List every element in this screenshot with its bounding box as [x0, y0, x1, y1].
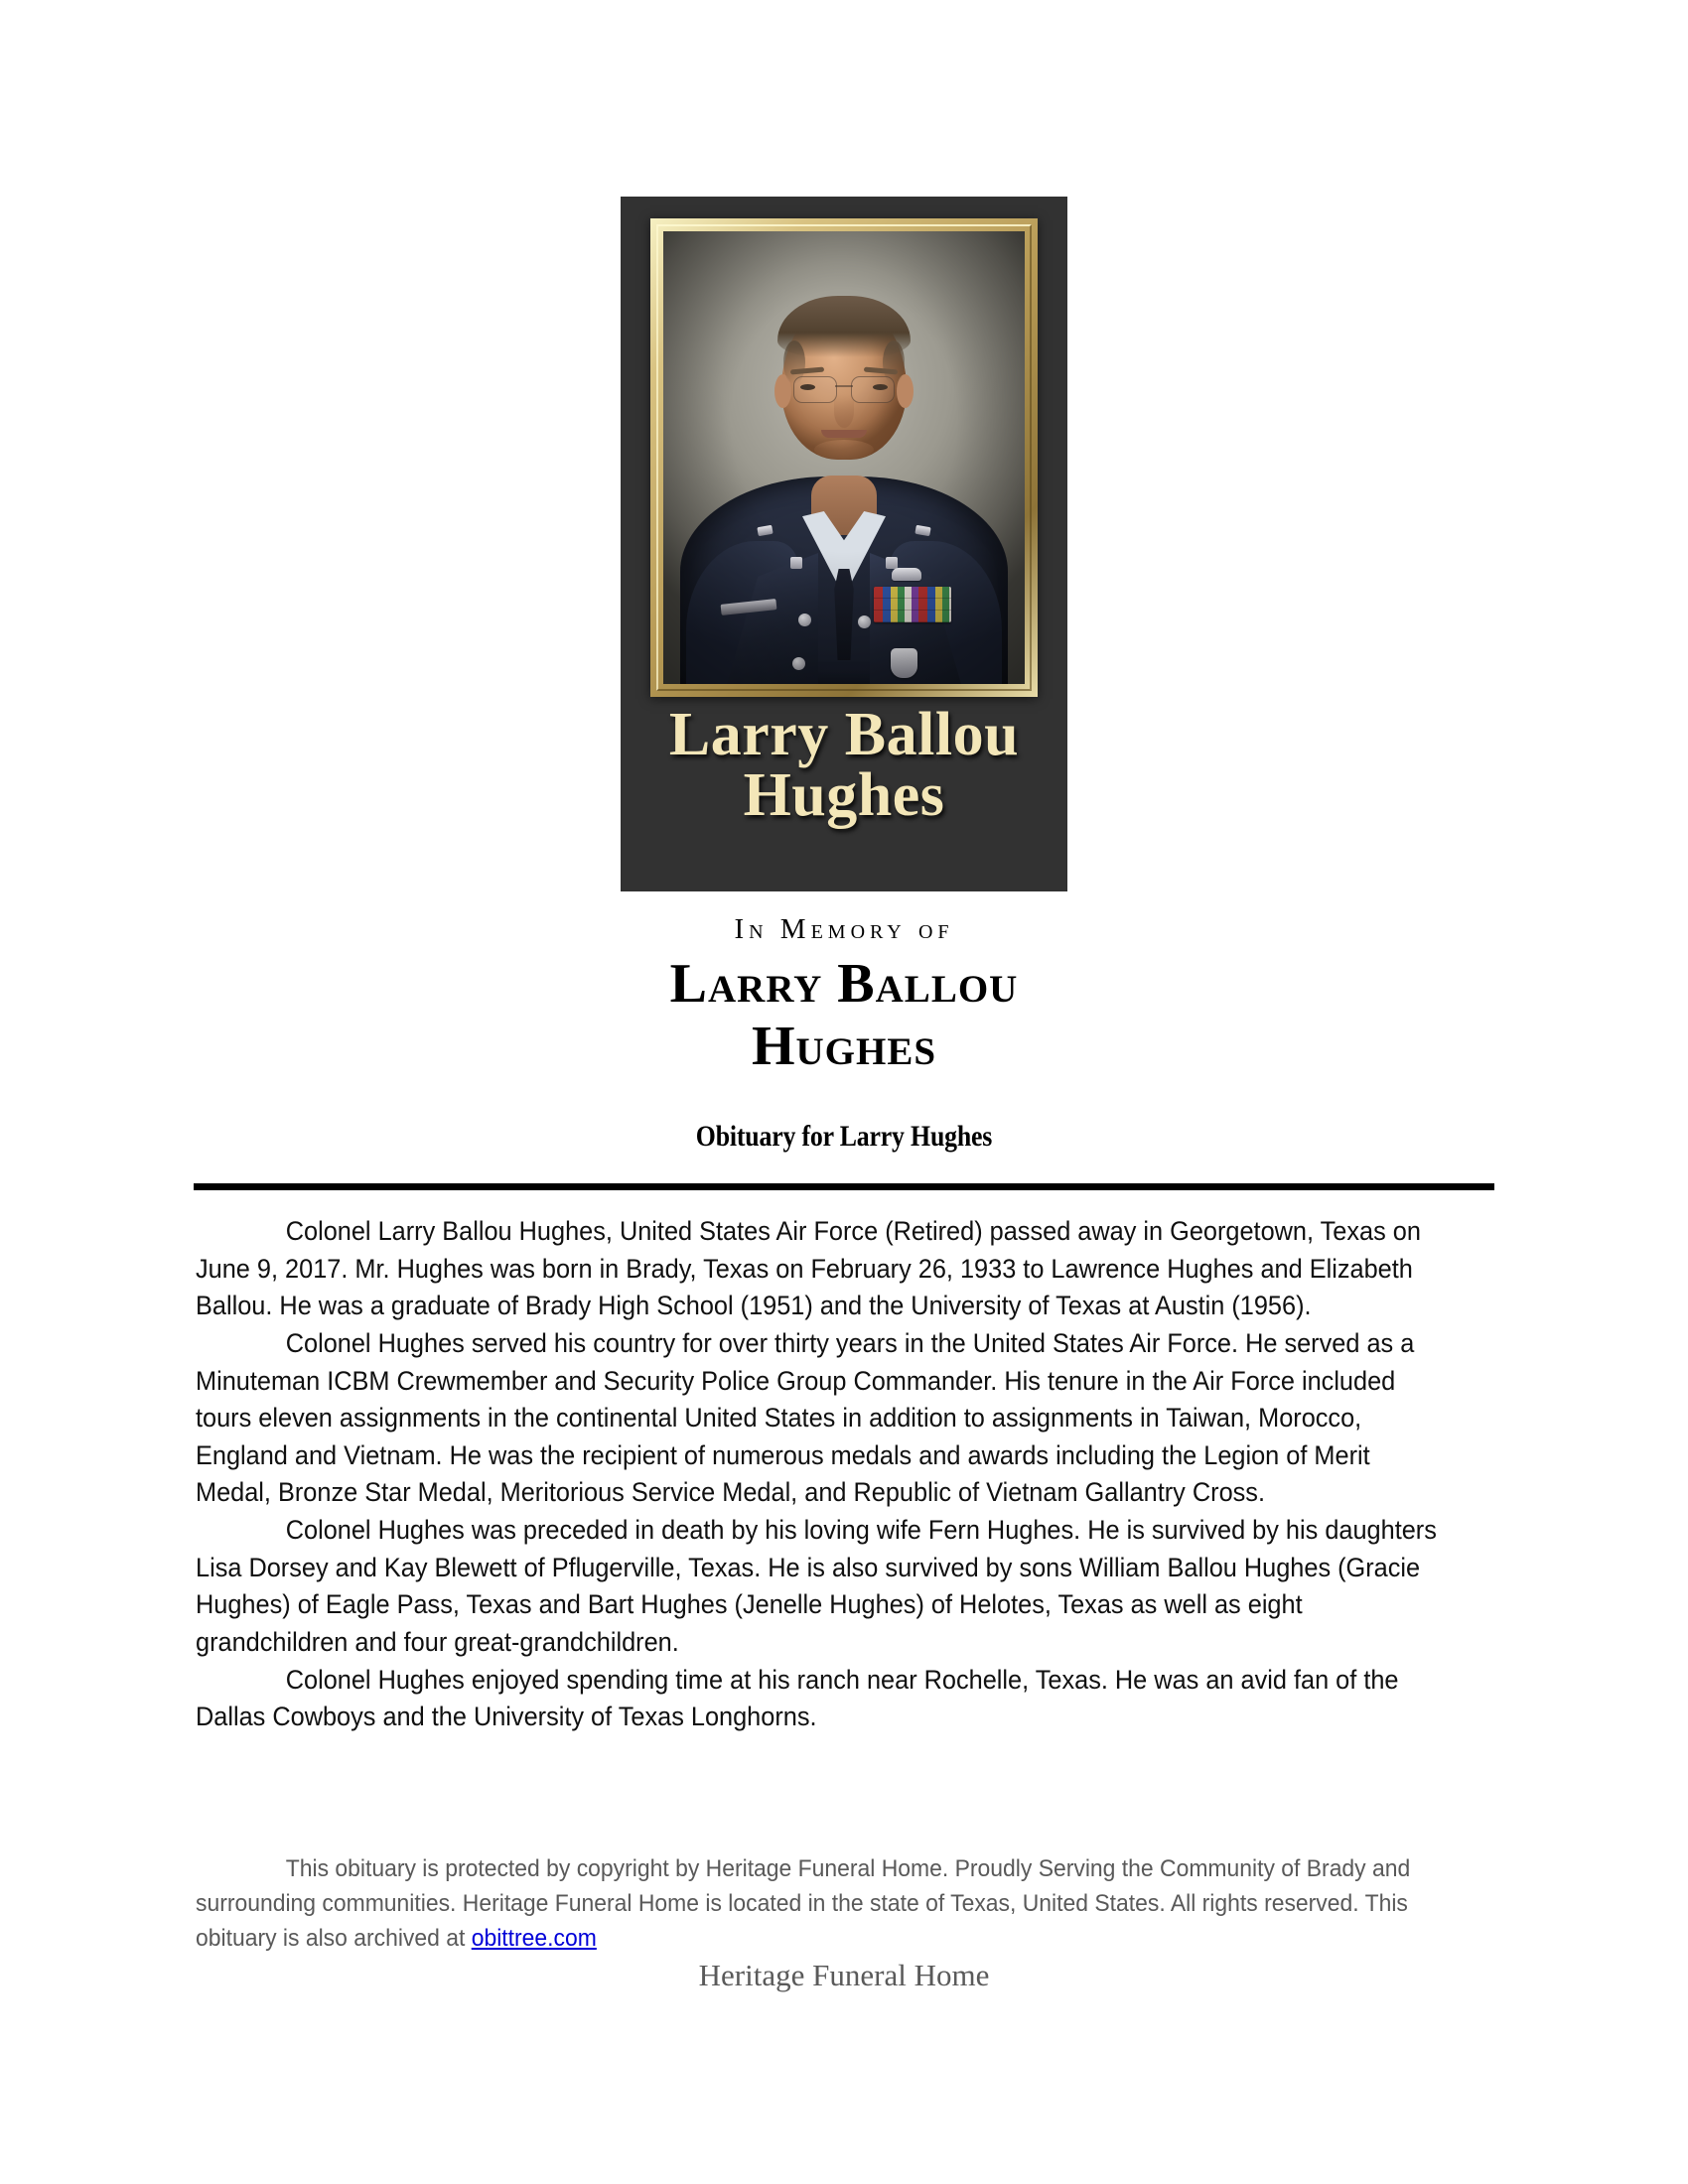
head: [781, 301, 907, 460]
deceased-name-line2: Hughes: [751, 1015, 937, 1077]
funeral-home-name: Heritage Funeral Home: [698, 1958, 990, 1992]
card-name-line2: Hughes: [743, 760, 945, 829]
jacket-button: [792, 657, 805, 670]
ribbon-rack: [874, 587, 951, 622]
chest-badge-icon: [892, 568, 921, 581]
obituary-body: [196, 1213, 1438, 1736]
obituary-paragraph: Colonel Hughes served his country for over thirty years in the United States Air Force. He served as a Minuteman ICBM Crewmember and Security Police Group Commander. His tenure in the Air Force included tours eleven assignments in the continental United States in addition to assignments in Taiwan, Morocco, England and Vietnam. He was the recipient of numerous medals and awards including the Legion of Merit Medal, Bronze Star Medal, Meritorious Service Medal, and Republic of Vietnam Gallantry Cross.: [196, 1327, 1415, 1508]
mouth: [821, 430, 867, 438]
jacket-button: [858, 615, 871, 628]
card-name-plate: [621, 701, 1067, 829]
portrait-subject: [663, 231, 1025, 684]
security-police-badge-icon: [891, 648, 917, 678]
portrait-photo: [663, 231, 1025, 684]
obituary-heading: Obituary for Larry Hughes: [695, 1120, 993, 1153]
copyright-notice: [196, 1852, 1438, 1956]
obittree-link[interactable]: obittree.com: [471, 1924, 597, 1952]
portrait-gold-frame: [650, 218, 1038, 697]
lens-left: [793, 376, 837, 403]
chin: [814, 440, 874, 460]
deceased-name-line1: Larry Ballou: [669, 953, 1019, 1015]
memorial-card: [621, 197, 1067, 891]
collar-device-left-icon: [790, 557, 802, 569]
nose: [834, 394, 854, 428]
collar-device-right-icon: [886, 557, 898, 569]
copyright-paragraph: [196, 1852, 1438, 1956]
in-memory-of-label: In Memory of: [734, 913, 954, 945]
heading-divider: [194, 1183, 1494, 1190]
obituary-paragraph: Colonel Larry Ballou Hughes, United States Air Force (Retired) passed away in Georgetown, Texas on June 9, 2017. Mr. Hughes was born in Brady, Texas on February 26, 1933 to Lawrence Hughes and Elizabeth Ballou. He was a graduate of Brady High School (1951) and the University of Texas at Austin (1956).: [196, 1216, 1421, 1321]
obituary-paragraph: Colonel Hughes enjoyed spending time at his ranch near Rochelle, Texas. He was an avid fan of the Dallas Cowboys and the University of Texas Longhorns.: [196, 1664, 1399, 1732]
glasses-bridge: [835, 385, 853, 387]
page-title: [0, 953, 1688, 1077]
obituary-paragraph: Colonel Hughes was preceded in death by his loving wife Fern Hughes. He is survived by his daughters Lisa Dorsey and Kay Blewett of Pflugerville, Texas. He is also survived by sons William Ballou Hughes (Gracie Hughes) of Eagle Pass, Texas and Bart Hughes (Jenelle Hughes) of Helotes, Texas as well as eight grandchildren and four great-grandchildren.: [196, 1515, 1437, 1657]
lens-right: [851, 376, 895, 403]
copyright-text: This obituary is protected by copyright by Heritage Funeral Home. Proudly Serving the Community of Brady and surrounding communities. Heritage Funeral Home is located in the state of Texas, United States. All rights reserved. This obituary is also archived at: [196, 1855, 1411, 1952]
card-name-line1: Larry Ballou: [668, 701, 1020, 768]
jacket-button: [798, 614, 811, 626]
